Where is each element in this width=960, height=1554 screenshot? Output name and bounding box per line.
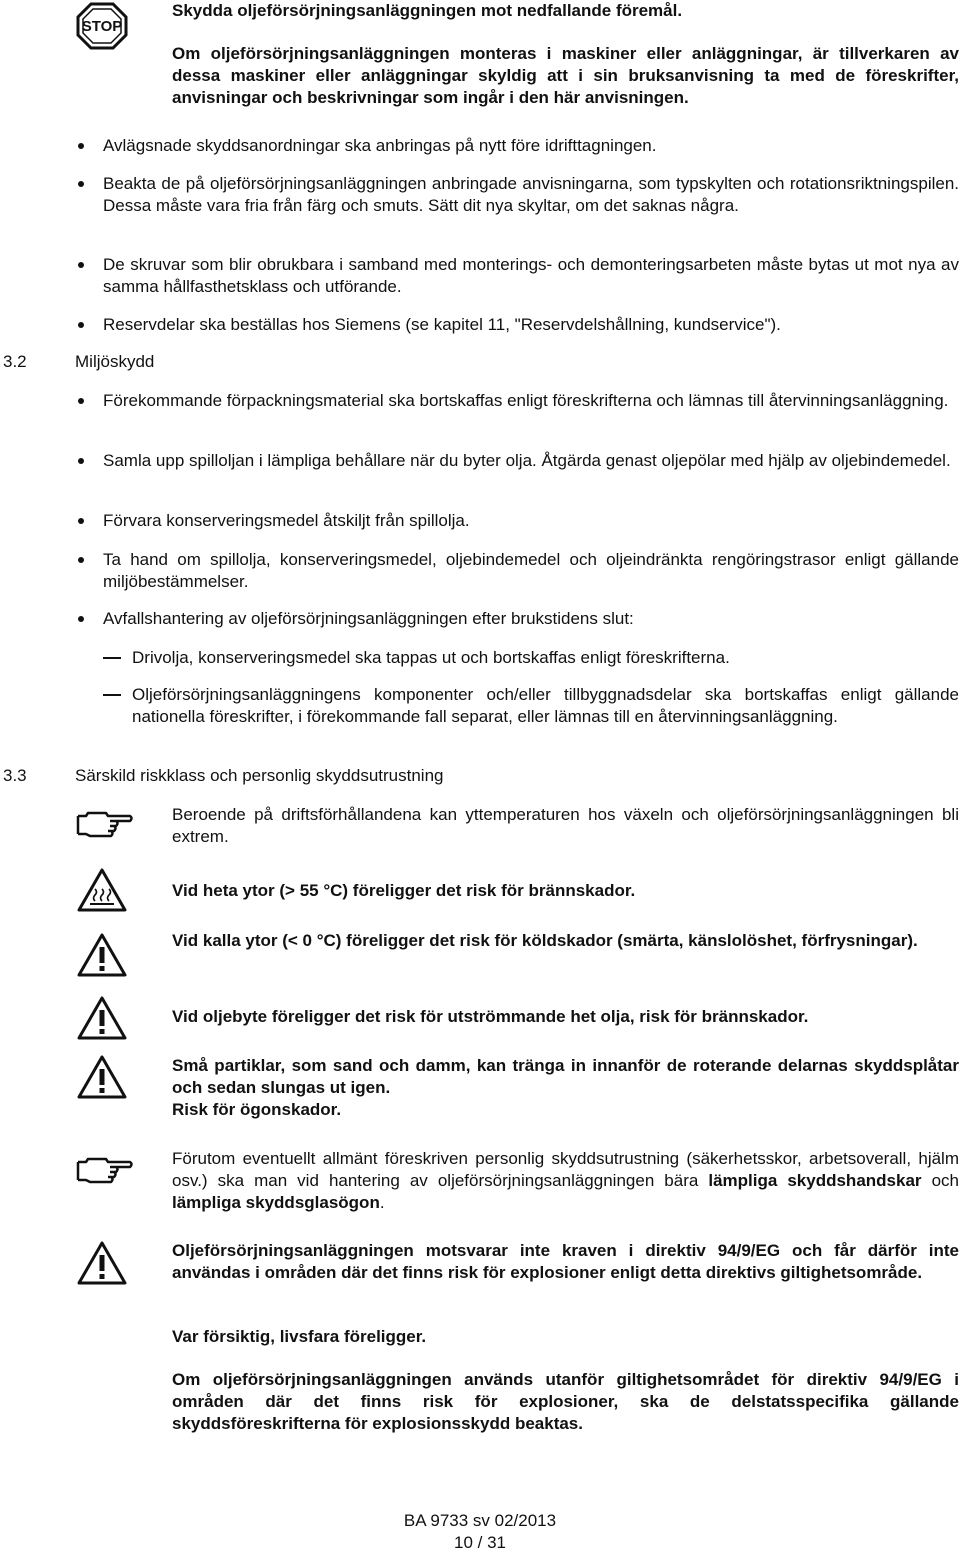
list-item: Avlägsnade skyddsanordningar ska anbringas på nytt före idrifttagningen.: [103, 136, 657, 155]
list-item: Oljeförsörjningsanläggningens komponenter och/eller tillbyggnadsdelar ska bortskaffas enligt gällande nationella föreskrifter, i förekommande fall separat, eller lämnas till en återvinningsanläggning.: [132, 685, 959, 726]
warning-icon: [76, 932, 128, 978]
ppe-and: och: [931, 1171, 959, 1190]
list-item: Samla upp spilloljan i lämpliga behållare när du byter olja. Åtgärda genast oljepölar med hjälp av oljebindemedel.: [103, 451, 951, 470]
list-item: De skruvar som blir obrukbara i samband med monterings- och demonteringsarbeten måste bytas ut mot nya av samma hållfasthetsklass och utförande.: [103, 255, 959, 296]
bullet-dot: [78, 181, 84, 187]
stop-text: Om oljeförsörjningsanläggningen monteras i maskiner eller anläggningar, är tillverkaren av dessa maskiner eller anläggningar skyldig att i sin bruksanvisning ta med de föreskrifter, anvisningar och beskrivningar som ingår i den här anvisningen.: [172, 44, 959, 107]
warning-icon: [76, 995, 128, 1041]
bullet-dot: [78, 616, 84, 622]
list-item: Beakta de på oljeförsörjningsanläggningen anbringade anvisningarna, som typskylten och rotationsriktningspilen. Dessa måste vara fria från färg och smuts. Sätt dit nya skyltar, om det saknas några.: [103, 174, 959, 215]
bullet-dot: [78, 458, 84, 464]
footer-page-number: 10 / 31: [454, 1533, 506, 1552]
warning-eye-injury: Risk för ögonskador.: [172, 1100, 342, 1119]
warning-cold: Vid kalla ytor (< 0 °C) föreligger det risk för köldskador (smärta, känslolöshet, förfrysningar).: [172, 931, 918, 950]
section-number: 3.2: [3, 352, 27, 371]
section-title: Miljöskydd: [75, 352, 155, 371]
bullet-dot: [78, 518, 84, 524]
bullet-dot: [78, 143, 84, 149]
list-item: Avfallshantering av oljeförsörjningsanläggningen efter brukstidens slut:: [103, 609, 634, 628]
bullet-dot: [78, 262, 84, 268]
ppe-gloves: lämpliga skyddshandskar: [708, 1171, 922, 1190]
ppe-glasses: lämpliga skyddsglasögon: [172, 1193, 380, 1212]
ppe-text: Förutom eventuellt allmänt föreskriven personlig skyddsutrustning (säkerhetsskor, arbetsoverall, hjälm osv.) ska man vid hantering av oljeförsörjningsanläggningen bära: [172, 1149, 959, 1190]
section-number: 3.3: [3, 766, 27, 785]
pointing-hand-icon: [76, 810, 134, 842]
warning-particles: Små partiklar, som sand och damm, kan tränga in innanför de roterande delarnas skyddsplåtar och sedan slungas ut igen.: [172, 1056, 959, 1097]
pointing-hand-icon: [76, 1156, 134, 1188]
warning-explosion: Oljeförsörjningsanläggningen motsvarar inte kraven i direktiv 94/9/EG och får därför inte användas i områden där det finns risk för explosioner enligt detta direktivs giltighetsområde.: [172, 1241, 959, 1282]
note-text: Beroende på driftsförhållandena kan yttemperaturen hos växeln och oljeförsörjningsanläggningen bli extrem.: [172, 805, 959, 846]
ppe-end: .: [379, 1193, 385, 1212]
stop-title: Skydda oljeförsörjningsanläggningen mot nedfallande föremål.: [172, 1, 683, 20]
list-item: Ta hand om spillolja, konserveringsmedel, oljebindemedel och oljeindränkta rengöringstrasor enligt gällande miljöbestämmelser.: [103, 550, 959, 591]
warning-careful: Var försiktig, livsfara föreligger.: [172, 1327, 427, 1346]
stop-sign-icon: [76, 2, 128, 50]
list-item: Förekommande förpackningsmaterial ska bortskaffas enligt föreskrifterna och lämnas till återvinningsanläggning.: [103, 391, 949, 410]
warning-hot: Vid heta ytor (> 55 °C) föreligger det risk för brännskador.: [172, 881, 636, 900]
section-title: Särskild riskklass och personlig skyddsutrustning: [75, 766, 444, 785]
warning-icon: [76, 1240, 128, 1286]
dash-marker: [103, 657, 121, 659]
hot-surface-warning-icon: [76, 867, 128, 913]
bullet-dot: [78, 398, 84, 404]
bullet-dot: [78, 557, 84, 563]
list-item: Reservdelar ska beställas hos Siemens (se kapitel 11, "Reservdelshållning, kundservice").: [103, 315, 781, 334]
footer-doc-id: BA 9733 sv 02/2013: [403, 1511, 557, 1530]
list-item: Drivolja, konserveringsmedel ska tappas ut och bortskaffas enligt föreskrifterna.: [132, 648, 730, 667]
list-item: Förvara konserveringsmedel åtskiljt från spillolja.: [103, 511, 470, 530]
note-ppe: [172, 1148, 959, 1214]
stop-sign-label: STOP: [81, 18, 123, 35]
bullet-dot: [78, 322, 84, 328]
warning-oil: Vid oljebyte föreligger det risk för utströmmande het olja, risk för brännskador.: [172, 1007, 809, 1026]
warning-outside-scope: Om oljeförsörjningsanläggningen används utanför giltighetsområdet för direktiv 94/9/EG i områden där det finns risk för explosioner, ska de delstatsspecifika gällande skyddsföreskrifterna för explosionsskydd beaktas.: [172, 1370, 959, 1433]
warning-icon: [76, 1054, 128, 1100]
dash-marker: [103, 694, 121, 696]
